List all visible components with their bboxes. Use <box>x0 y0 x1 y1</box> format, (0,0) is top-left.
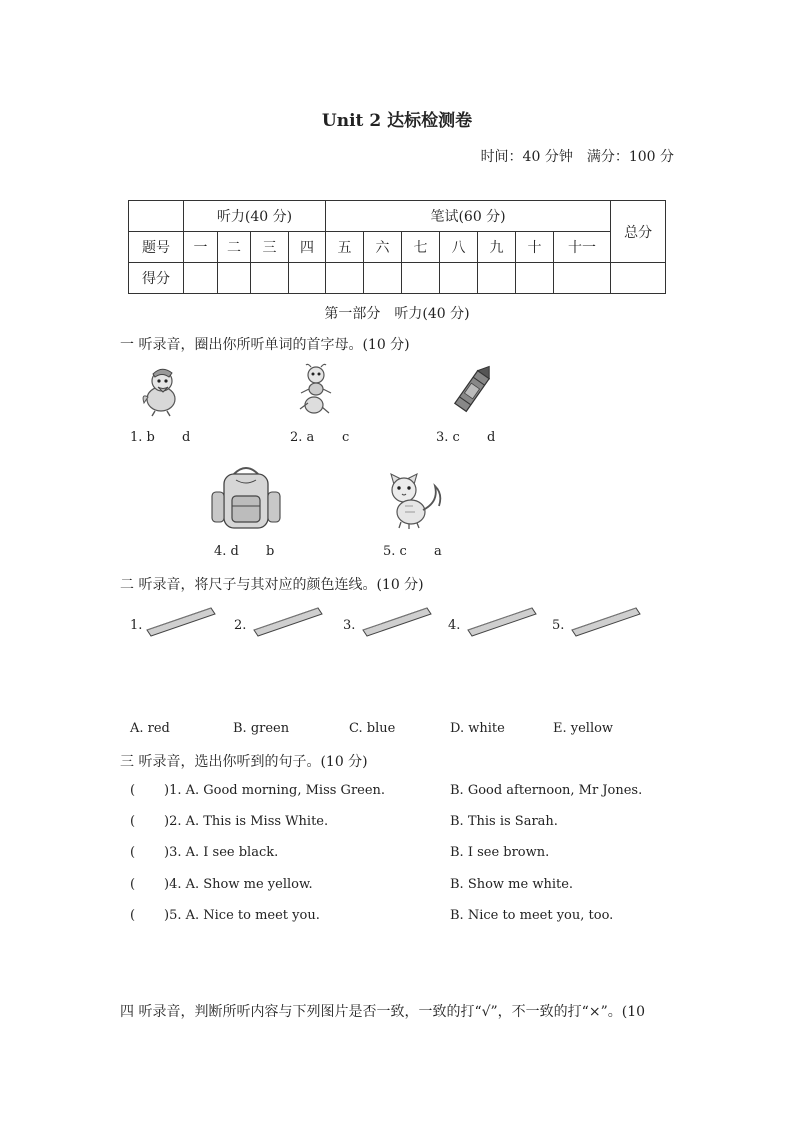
part-one-title: 第一部分 听力(40 分) <box>324 306 470 322</box>
ruler-5[interactable] <box>570 606 642 638</box>
ant-icon <box>296 363 336 419</box>
section-one-heading: 一 听录音，圈出你所听单词的首字母。(10 分) <box>120 337 410 353</box>
sentence-3-option-a[interactable]: )3. A. I see black. <box>164 845 279 860</box>
answer-bracket-3[interactable]: ( <box>130 845 136 860</box>
q-number: 七 <box>402 232 440 263</box>
writing-header: 笔试(60 分) <box>326 201 611 232</box>
item-2-letter-a[interactable]: 2. a <box>290 430 315 445</box>
color-option-yellow[interactable]: E. yellow <box>553 721 614 736</box>
q-number: 六 <box>364 232 402 263</box>
q-number: 十一 <box>554 232 611 263</box>
ruler-4-label: 4. <box>448 618 461 633</box>
answer-bracket-2[interactable]: ( <box>130 814 136 829</box>
color-option-white[interactable]: D. white <box>450 721 505 736</box>
answer-bracket-5[interactable]: ( <box>130 908 136 923</box>
score-cell[interactable] <box>218 263 251 294</box>
cat-icon <box>383 466 449 530</box>
item-3-letter-a[interactable]: 3. c <box>436 430 460 445</box>
q-number: 二 <box>218 232 251 263</box>
section-four-heading: 四 听录音，判断所听内容与下列图片是否一致，一致的打“√”，不一致的打“×”。(10 <box>120 1004 646 1020</box>
section-three-heading: 三 听录音，选出你听到的句子。(10 分) <box>120 754 368 770</box>
item-3-letter-b[interactable]: d <box>487 430 496 445</box>
q-number: 三 <box>251 232 289 263</box>
item-5-letter-b[interactable]: a <box>434 544 442 559</box>
ruler-5-label: 5. <box>552 618 565 633</box>
row-label-number: 题号 <box>129 232 184 263</box>
score-cell[interactable] <box>326 263 364 294</box>
duck-icon <box>138 365 184 417</box>
item-4-letter-b[interactable]: b <box>266 544 275 559</box>
total-header: 总分 <box>611 201 666 263</box>
sentence-1-option-b[interactable]: B. Good afternoon, Mr Jones. <box>450 783 643 798</box>
ruler-1-label: 1. <box>130 618 143 633</box>
score-cell[interactable] <box>516 263 554 294</box>
listening-header: 听力(40 分) <box>184 201 326 232</box>
score-cell[interactable] <box>440 263 478 294</box>
ruler-1[interactable] <box>145 606 217 638</box>
score-cell[interactable] <box>402 263 440 294</box>
score-table <box>128 200 666 294</box>
ruler-3[interactable] <box>361 606 433 638</box>
crayon-icon <box>452 365 492 417</box>
color-option-red[interactable]: A. red <box>130 721 170 736</box>
sentence-2-option-b[interactable]: B. This is Sarah. <box>450 814 558 829</box>
item-4-letter-a[interactable]: 4. d <box>214 544 239 559</box>
score-cell[interactable] <box>184 263 218 294</box>
sentence-5-option-a[interactable]: )5. A. Nice to meet you. <box>164 908 320 923</box>
q-number: 五 <box>326 232 364 263</box>
score-cell[interactable] <box>554 263 611 294</box>
q-number: 十 <box>516 232 554 263</box>
score-cell[interactable] <box>478 263 516 294</box>
score-cell[interactable] <box>364 263 402 294</box>
score-cell[interactable] <box>251 263 289 294</box>
sentence-4-option-a[interactable]: )4. A. Show me yellow. <box>164 877 313 892</box>
score-cell[interactable] <box>611 263 666 294</box>
page-title: Unit 2 达标检测卷 <box>321 111 473 131</box>
answer-bracket-4[interactable]: ( <box>130 877 136 892</box>
item-2-letter-b[interactable]: c <box>342 430 350 445</box>
q-number: 八 <box>440 232 478 263</box>
sentence-3-option-b[interactable]: B. I see brown. <box>450 845 550 860</box>
ruler-4[interactable] <box>466 606 538 638</box>
item-5-letter-a[interactable]: 5. c <box>383 544 407 559</box>
ruler-3-label: 3. <box>343 618 356 633</box>
q-number: 一 <box>184 232 218 263</box>
q-number: 四 <box>289 232 326 263</box>
ruler-2[interactable] <box>252 606 324 638</box>
score-cell[interactable] <box>289 263 326 294</box>
q-number: 九 <box>478 232 516 263</box>
item-1-letter-a[interactable]: 1. b <box>130 430 155 445</box>
answer-bracket-1[interactable]: ( <box>130 783 136 798</box>
row-label-score: 得分 <box>129 263 184 294</box>
sentence-5-option-b[interactable]: B. Nice to meet you, too. <box>450 908 614 923</box>
color-option-green[interactable]: B. green <box>233 721 290 736</box>
color-option-blue[interactable]: C. blue <box>349 721 396 736</box>
sentence-4-option-b[interactable]: B. Show me white. <box>450 877 574 892</box>
bag-icon <box>208 462 284 532</box>
sentence-1-option-a[interactable]: )1. A. Good morning, Miss Green. <box>164 783 386 798</box>
section-two-heading: 二 听录音，将尺子与其对应的颜色连线。(10 分) <box>120 577 424 593</box>
item-1-letter-b[interactable]: d <box>182 430 191 445</box>
ruler-2-label: 2. <box>234 618 247 633</box>
blank-cell <box>129 201 184 232</box>
sentence-2-option-a[interactable]: )2. A. This is Miss White. <box>164 814 329 829</box>
exam-meta: 时间：40 分钟 满分：100 分 <box>480 149 674 165</box>
